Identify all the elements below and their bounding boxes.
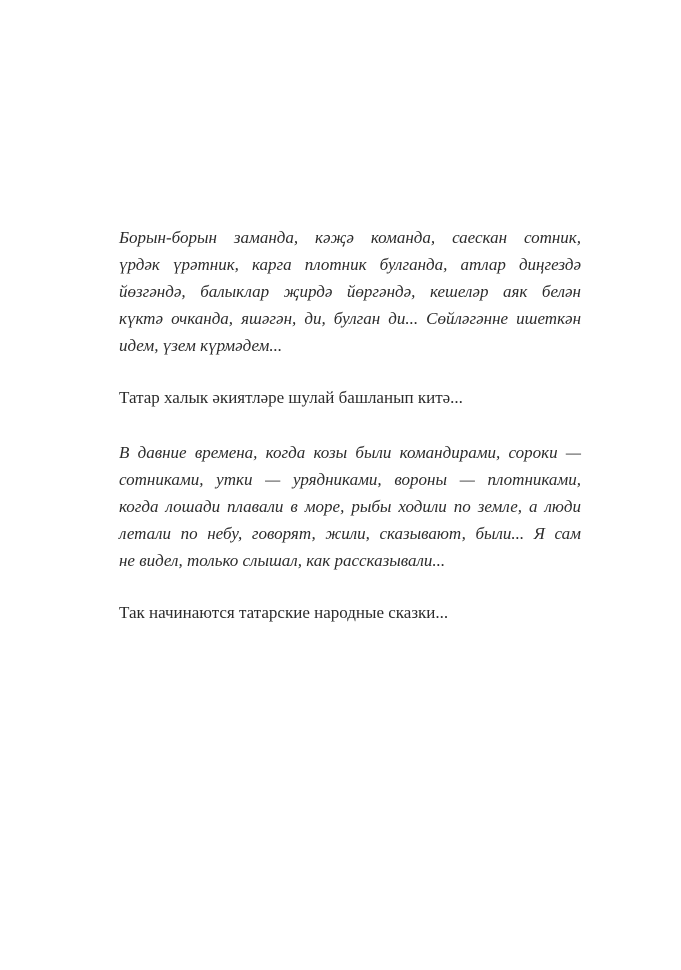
page-content [119, 224, 581, 626]
russian-line: В давние времена, когда козы были командирами, сороки — [119, 443, 581, 462]
russian-line: летали по небу, говорят, жили, сказывают, были... Я сам [119, 524, 581, 543]
tatar-line: үрдәк үрәтник, карга плотник булганда, атлар диңгездә [119, 255, 581, 274]
tatar-line: идем, үзем күрмәдем... [119, 336, 283, 355]
russian-line: не видел, только слышал, как рассказывали... [119, 551, 446, 570]
tatar-closing: Татар халык әкиятләре шулай башланып китә... [119, 388, 463, 407]
russian-paragraph [119, 439, 581, 574]
russian-closing: Так начинаются татарские народные сказки... [119, 603, 449, 622]
tatar-line: йөзгәндә, балыклар җирдә йөргәндә, кешеләр аяк белән [119, 282, 581, 301]
tatar-paragraph [119, 224, 581, 359]
tatar-line: Борын-борын заманда, кәҗә команда, саескан сотник, [119, 228, 581, 247]
russian-line: когда лошади плавали в море, рыбы ходили по земле, а люди [119, 497, 581, 516]
paragraph-gap [119, 574, 581, 599]
tatar-line: күктә очканда, яшәгән, ди, булган ди... Сөйләгәнне ишеткән [119, 309, 581, 328]
russian-line: сотниками, утки — урядниками, вороны — плотниками, [119, 470, 581, 489]
paragraph-gap [119, 359, 581, 384]
section-gap [119, 411, 581, 439]
